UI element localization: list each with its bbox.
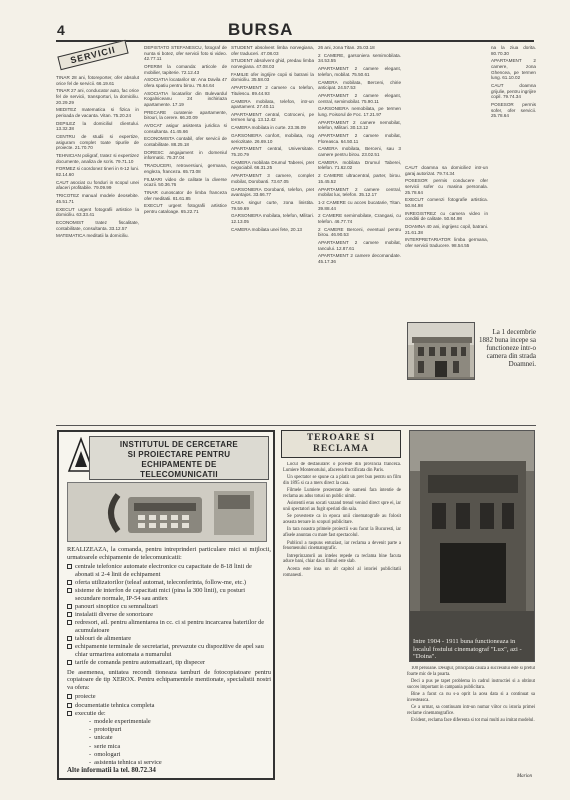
classified-ad: APARTAMENT 3 camere, complet mobilat, Dorobanti. 73.67.05 <box>231 173 314 184</box>
classified-ad: ASOCIATIA locatarilor str. Ana Davila 47 ofera spatiu pentru birou. 76.64.64 <box>144 77 227 88</box>
checkbox-icon <box>67 612 72 617</box>
classified-ad: STUDENT absolvent ghid, predau limba norvegiana. 47.08.03 <box>231 58 314 69</box>
article-paragraph: Acesta este insa un alt capitol al istoriei publicitatii romanesti. <box>283 566 401 578</box>
classified-ad: GARSONIERA mobilata, telefon, Militari. 12.13.05 <box>231 213 314 224</box>
checkbox-icon <box>67 694 72 699</box>
ad-offer-item <box>67 710 271 718</box>
classified-ad: PRECARE curatenie apartamente, birouri, la cerere. 66.20.09 <box>144 109 227 121</box>
article-paragraph: Bine a facut ca nu s-a oprit la acea data si a continuat sa investeasca. <box>407 692 535 703</box>
article-paragraph: Un spectator se spune ca a platit un pret bun pentru un film din 1895 si ca a mers direct la casa. <box>283 475 401 486</box>
classified-ad: APARTAMENT 2 camere central, mobilat lux, telefon. 35.12.17 <box>318 186 401 198</box>
classified-ad: MEDITEZ matematica si fizica in perioada de vacanta. Vitan. 75.20.24 <box>56 107 139 118</box>
classifieds-column-3 <box>231 45 314 423</box>
telephone-equipment-illustration <box>68 483 267 542</box>
ad-product-item <box>67 611 271 619</box>
classified-ad: APARTAMENT 2 camere decomandate. 45.17.36 <box>318 253 401 264</box>
classifieds-column-2 <box>144 45 227 423</box>
classified-ad: CAMERA mobilata, Berceni, chirie anticipat. 24.57.53 <box>318 79 401 91</box>
ad-sub-offer: - prototipuri <box>67 726 271 734</box>
classified-ad: GARSONIERA nemobilata, pe termen lung. Foisorul de Foc. 17.21.97 <box>318 106 401 117</box>
classified-ad: MATEMATICA meditatii la domiciliu. <box>56 233 129 239</box>
classifieds-column-4 <box>318 45 401 423</box>
article-paragraph: Deci a pus pe tapet problema in cadrul instructiei si a obtinut succes important in campania publicitara. <box>407 679 535 690</box>
ad-product-item <box>67 619 271 634</box>
classified-ad: TINAR cunoscator de limba franceza ofer meditatii. 81.61.85 <box>144 189 227 201</box>
cinema-building-illustration <box>410 431 535 662</box>
classifieds-column-6 <box>491 45 536 293</box>
article-paragraph: In tara noastra primele proiectii s-au facut la Bucuresti, iar afisele anuntau cu mare fast spectacolul. <box>283 527 401 539</box>
classified-ad: POSESOR permis conducere ofer servicii sofer cu masina personala. 25.78.64 <box>405 178 488 195</box>
ad-product-item <box>67 563 271 578</box>
article-column-1 <box>283 462 401 782</box>
ad-product-item <box>67 643 271 658</box>
section-divider <box>56 425 536 426</box>
ad-product-text: sisteme de interfon de capacitati mici (pina la 300 linii), cu posturi secundare normale, IP-54 sau antiex <box>75 587 246 602</box>
institute-advertisement <box>57 430 275 780</box>
ad-header-line: ECHIPAMENTE DE <box>141 460 217 469</box>
ad-offer-text: documentatie tehnica completa <box>75 701 155 709</box>
article-author-signature: Marion <box>517 774 532 779</box>
classified-ad: 2 CAMERE Berceni, eventual pentru birou. 46.90.53 <box>318 226 401 238</box>
classified-ad: APARTAMENT 2 camere cu telefon, Titulescu. 89.44.93 <box>231 85 314 96</box>
ad-product-text: centrale telefonice automate electronice cu capacitate de 8-18 linii de abonati si 2-4 linii de echipament <box>75 563 252 578</box>
photo-caption-cinema: Intre 1904 - 1911 buna functioneaza in localul fostului cinematograf "Lux", azi - "Doina". <box>413 638 522 660</box>
classified-ad: TINAR 27 ani, conducator auto, fac orice fel de servicii, transporturi, la domiciliu. 20.29.29 <box>56 88 139 105</box>
ad-middle-text: De asemenea, unitatea recondi tioneaza tamburi de fotocopiatoare pentru copiatoare de tip XEROX. Pentru echipamentele mentionate, specialistii nostri va ofera: <box>67 668 271 691</box>
ad-product-text: redresori, atl. pentru alimentarea in cc. ci si pentru incarcarea bateriilor de acumulatoare <box>75 619 265 634</box>
classified-ad: na la ziua dorita. 80.70.30 <box>491 45 536 56</box>
classified-ad: DEPILEZ la domiciliul clientului. 13.32.38 <box>56 120 139 132</box>
checkbox-icon <box>67 703 72 708</box>
ad-product-text: instalatii diverse de sonorizare <box>75 611 153 619</box>
classified-ad: CAMERA mobilata in curte. 23.36.09 <box>231 125 306 131</box>
classified-ad: AVOCAT asigur asistenta juridica si consultanta. 41.45.66 <box>144 123 227 134</box>
ad-header-line: SI PROIECTARE PENTRU <box>127 450 231 459</box>
classified-ad: APARTAMENT 2 camere mobilat, Iancului. 12.87.61 <box>318 240 401 251</box>
checkbox-icon <box>67 636 72 641</box>
ad-product-item <box>67 603 271 611</box>
article-paragraph: Ce a urmat, sa continuam intr-un numar viitor cu istoria primei reclame cinematografice. <box>407 705 535 717</box>
classified-ad: APARTAMENT 2 camere elegant, central, semimobilat. 75.90.11 <box>318 92 401 104</box>
classified-ad: ECONOMISTA contabil, ofer servicii de contabilitate. 88.25.18 <box>144 136 227 148</box>
ad-product-list <box>67 563 271 666</box>
classified-ad: 2 CAMERE semimobilate, Crangasi, cu telefon. 46.77.74 <box>318 213 401 224</box>
classified-ad: OFERIM la comanda: articole de mobilier, tapiterie. 72.12.43 <box>144 63 227 75</box>
ad-header <box>89 436 269 480</box>
classified-ad: GARSONIERA confort, mobilata, rog seriozitate. 26.69.10 <box>231 133 314 144</box>
classified-ad: CENTRU de studii si expertize, asiguram complet toate tipurile de proiecte. 21.70.70 <box>56 134 139 151</box>
classified-ad: 1-2 CAMERE cu acces bucatarie, Titan. 39.88.44 <box>318 199 401 211</box>
article-paragraph: Asistentii erau socati vazand trenul venind direct spre ei, iar unii spectatori au fugit speriati din sala. <box>283 501 401 513</box>
classified-ad: CAMERA mobilata, Berceni, sau 3 camere pentru birou. 23.02.51 <box>318 146 401 157</box>
ad-offer-list <box>67 693 271 766</box>
checkbox-icon <box>67 620 72 625</box>
classified-ad: EXECUT urgent fotografii artistice la domiciliu. 63.33.41 <box>56 206 139 218</box>
ad-product-text: oferta utilizatorilor (teleaf automat, teleconferinta, follow-me, etc.) <box>75 578 247 586</box>
ad-offer-text: executie de: <box>75 709 106 717</box>
classified-ad: EXECUT urgent fotografii artistice pentru cataloage. 65.22.71 <box>144 203 227 214</box>
classified-ad: CAUT asociat cu fonduri in scopul unei afaceri profitabile. 79.09.99 <box>56 179 139 191</box>
ad-sub-offer: - serie mica <box>67 743 271 751</box>
classified-ad: APARTAMENT 2 camere elegant, telefon, mobilat. 75.50.61 <box>318 66 401 77</box>
headline-line: TEROARE SI <box>306 433 376 443</box>
cinema-building-photo <box>409 430 535 662</box>
classified-ad: CASA singur curte, zona linistita. 79.59.69 <box>231 199 314 211</box>
ad-header-line: TELECOMUNICATII <box>140 470 218 479</box>
ad-contact-phone: Alte informatii la tel. 80.72.34 <box>67 766 156 774</box>
classified-ad: DORESC angajament in domeniul informatic. 75.37.04 <box>144 149 227 161</box>
article-column-2 <box>407 666 535 782</box>
article-paragraph: Filmele Lumiere prezentate de oameni fara intentie de reclama au adus totusi un public uimit. <box>283 488 401 499</box>
classified-ad: DOAMNA 40 ani, ingrijesc copil, batrani. 21.61.38 <box>405 224 488 235</box>
classified-ad: APARTAMENT 2 camere, zona Ghencea, pe termen lung. 61.10.02 <box>491 58 536 81</box>
classified-ad: INREGISTREZ cu camera video in conditii de calitate. 50.84.98 <box>405 210 488 222</box>
ad-offer-item <box>67 693 271 701</box>
article-paragraph: Evident, reclama face diferenta si tot mai multi au imitat modelul. <box>411 718 535 724</box>
checkbox-icon <box>67 580 72 585</box>
article-paragraph: Intreprinzatorii au inteles repede ca reclama bine facuta aduce bani, chiar daca filmul este slab. <box>283 553 401 565</box>
telephone-equipment-photo <box>67 482 267 542</box>
classified-ad: CAMERA mobilata Drumul Taberei, telefon. 71.62.02 <box>318 159 401 171</box>
classified-ad: 2 CAMERE ultracentral, parter, birou. 15.45.52 <box>318 173 401 184</box>
article-paragraph: Locul de desfasurare: o poveste din provincia franceza. Lumiere Montenotului, afacerea fructificata din Paris. <box>283 462 401 473</box>
checkbox-icon <box>67 604 72 609</box>
ad-product-text: echipamente terminale de secretariat, prevazute cu dispozitive de apel sau chiar urmarirea automata a numarului <box>75 643 264 658</box>
classified-ad: CAMERA mobilata Drumul Taberei, pret negociabil. 66.31.25 <box>231 159 314 171</box>
checkbox-icon <box>67 564 72 569</box>
ad-product-item <box>67 579 271 587</box>
classified-ad: ASOCIATIA locatarilor din Bulevardul Kogalniceanu 24 inchiriaza apartamente. 17.19 <box>144 90 227 107</box>
checkbox-icon <box>67 660 72 665</box>
ad-sub-offer: - modele experimentale <box>67 718 271 726</box>
classified-ad: CAMERA mobilata unei fete, 20.13 <box>231 226 302 232</box>
classified-ad: CAMERA mobilata, telefon, intr-un apartament. 27.40.11 <box>231 98 314 110</box>
classified-ad: DEPISTATO STEFANESCU, fotograf de nunta si botez, ofer servicii foto si video. 42.77.11 <box>144 45 227 62</box>
checkbox-icon <box>67 588 72 593</box>
article-paragraph: Publicul a raspuns entuziast, iar reclama a devenit parte a fenomenului cinematografic. <box>283 540 401 552</box>
classified-ad: TRICOTEZ manual modele deosebite. 45.51.71 <box>56 193 139 204</box>
classified-ad: GARSONIERA Dorobanti, telefon, pret avantajos. 33.66.77 <box>231 186 314 198</box>
classified-ad: TEHNICIAN poligraf, tratez si expertizez documente, analiza de scris. 79.71.10 <box>56 153 139 164</box>
servicii-section-tag: SERVICII <box>57 40 128 71</box>
classified-ad: EXECUT comenzi fotografie artistica. 50.84.98 <box>405 197 488 208</box>
ad-product-item <box>67 587 271 602</box>
ad-product-text: panouri sinoptice cu semnalizari <box>75 602 158 610</box>
classified-ad: APARTAMENT central, Universitate. 75.20.79 <box>231 146 314 157</box>
ad-product-item <box>67 659 271 667</box>
classified-ad: TINAR 28 ani, fotoreporter, ofer absolut orice fel de servicii. 66.19.61 <box>56 75 139 86</box>
classified-ad: APARTAMENT 2 camere mobilat, Floreasca. 64.50.11 <box>318 133 401 144</box>
classified-ad: ECONOMIST tratez fiscalitate, contabilitate, consultanta. 33.12.57 <box>56 219 139 231</box>
classified-ad: APARTAMENT central, Cotroceni, pe termen lung. 13.12.42 <box>231 111 314 123</box>
page-number: 4 <box>57 22 65 38</box>
classified-ad: STUDENT absolvent limba norvegiana, ofer traduceri. 47.08.03 <box>231 45 314 56</box>
ad-product-text: tarife de comanda pentru automatizari, tip dispecer <box>75 659 206 667</box>
ad-sub-offer: - unicate <box>67 734 271 742</box>
classified-ad: CAUT doamna sa domiciliez intr-un garaj autorizat. 79.74.34 <box>405 165 488 176</box>
classified-ad: 2 CAMERE, garsoniera semimobilata. 34.53.55 <box>318 52 401 64</box>
classified-ad: FILMARI video de calitate la diverse ocazii. 50.36.76 <box>144 176 227 188</box>
ad-sub-offer: - omologari <box>67 751 271 759</box>
article-teroare-si-reclama <box>281 430 536 785</box>
historic-building-illustration <box>408 323 475 380</box>
photo-caption: La 1 decembrie 1882 buna incepe sa functioneze intr-o camera din strada Doamnei. <box>479 328 536 368</box>
classified-ad: FAMILIE ofer ingrijire copii si batrani la domiciliu. 35.58.03 <box>231 71 314 83</box>
ad-product-item <box>67 635 271 643</box>
classified-ad: CAUT doamna grijulie, pentru ingrijire copil. 79.74.34 <box>491 82 536 100</box>
classified-ad: APARTAMENT 2 camere nemobilat, telefon, Militari. 30.13.12 <box>318 119 401 131</box>
masthead-title: BURSA <box>228 20 294 39</box>
ad-body <box>67 546 271 767</box>
checkbox-icon <box>67 711 72 716</box>
ad-product-text: tablouri de alimentare <box>75 635 132 643</box>
headline-line: RECLAMA <box>312 444 370 454</box>
checkbox-icon <box>67 644 72 649</box>
article-paragraph: Se povesteste ca in epoca unii cinematografe au folosit aceasta teroare in scopuri publicitare. <box>283 514 401 526</box>
classified-ad: POSESOR permis sofer, ofer servicii. 25.78.64 <box>491 101 536 119</box>
ad-offer-item <box>67 702 271 710</box>
header-rule <box>56 40 534 42</box>
ad-offer-text: proiecte <box>75 693 96 701</box>
classified-ad: TRADUCERI, retroversiuni, germana, engleza, franceza. 65.73.08 <box>144 163 227 174</box>
ad-header-line: INSTITUTUL DE CERCETARE <box>119 440 239 449</box>
article-headline <box>281 430 401 458</box>
ad-intro: REALIZEAZA, la comanda, pentru intreprinderi particulare mici si mijlocii, urmatoarele echipamente de telecomunicatii: <box>67 546 271 561</box>
ad-sub-offer: - asistenta tehnica si service <box>67 759 271 767</box>
classifieds-column-1 <box>56 45 139 423</box>
classified-ad: INTERPRETARIATOR limba germana, ofer servicii traducere. 98.54.55 <box>405 237 488 249</box>
historic-building-photo <box>407 322 475 380</box>
classified-ad: FORMEZ si coordonez tineri in 6-12 luni. 82.14.60 <box>56 166 139 178</box>
classified-ad: 26 ani, zona Titan. 25.03.18 <box>318 45 375 50</box>
article-paragraph: 100 persoane. Desigur, principala cauza a succesului este si pretul foarte mic de la poarta. <box>407 666 535 677</box>
